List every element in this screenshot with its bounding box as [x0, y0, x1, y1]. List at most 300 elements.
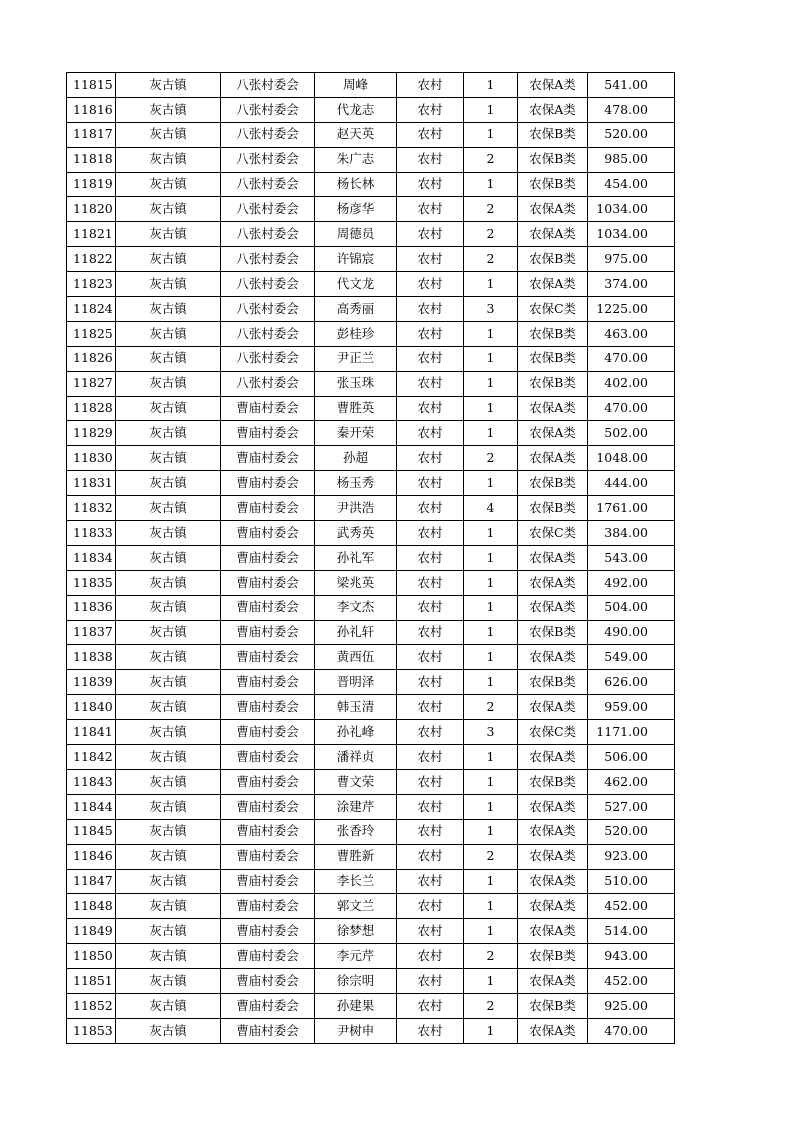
name-cell: 彭桂珍: [315, 321, 397, 346]
town-cell: 灰古镇: [116, 1018, 221, 1043]
area-type-cell: 农村: [397, 894, 464, 919]
town-cell: 灰古镇: [116, 844, 221, 869]
village-committee-cell: 曹庙村委会: [221, 570, 315, 595]
category-cell: 农保A类: [518, 570, 588, 595]
table-row: [67, 720, 675, 745]
village-committee-cell: 曹庙村委会: [221, 471, 315, 496]
amount-cell: 541.00: [588, 73, 675, 98]
category-cell: 农保B类: [518, 769, 588, 794]
name-cell: 梁兆英: [315, 570, 397, 595]
record-id-cell: 11833: [67, 521, 116, 546]
name-cell: 高秀丽: [315, 297, 397, 322]
category-cell: 农保A类: [518, 745, 588, 770]
amount-cell: 549.00: [588, 645, 675, 670]
town-cell: 灰古镇: [116, 297, 221, 322]
table-row: [67, 222, 675, 247]
village-committee-cell: 曹庙村委会: [221, 645, 315, 670]
table-row: [67, 894, 675, 919]
table-row: [67, 147, 675, 172]
record-id-cell: 11846: [67, 844, 116, 869]
category-cell: 农保B类: [518, 172, 588, 197]
amount-cell: 626.00: [588, 670, 675, 695]
name-cell: 许锦宸: [315, 247, 397, 272]
household-count-cell: 1: [464, 346, 518, 371]
record-id-cell: 11832: [67, 496, 116, 521]
household-count-cell: 2: [464, 222, 518, 247]
name-cell: 孙超: [315, 446, 397, 471]
name-cell: 张香玲: [315, 819, 397, 844]
area-type-cell: 农村: [397, 695, 464, 720]
village-committee-cell: 曹庙村委会: [221, 620, 315, 645]
table-row: [67, 197, 675, 222]
record-id-cell: 11826: [67, 346, 116, 371]
village-committee-cell: 八张村委会: [221, 197, 315, 222]
category-cell: 农保A类: [518, 73, 588, 98]
area-type-cell: 农村: [397, 297, 464, 322]
area-type-cell: 农村: [397, 720, 464, 745]
household-count-cell: 2: [464, 197, 518, 222]
category-cell: 农保B类: [518, 147, 588, 172]
name-cell: 代文龙: [315, 272, 397, 297]
village-committee-cell: 曹庙村委会: [221, 595, 315, 620]
village-committee-cell: 八张村委会: [221, 147, 315, 172]
village-committee-cell: 曹庙村委会: [221, 396, 315, 421]
record-id-cell: 11817: [67, 122, 116, 147]
category-cell: 农保B类: [518, 496, 588, 521]
table-row: [67, 944, 675, 969]
household-count-cell: 2: [464, 944, 518, 969]
record-id-cell: 11838: [67, 645, 116, 670]
name-cell: 尹树申: [315, 1018, 397, 1043]
household-count-cell: 1: [464, 521, 518, 546]
amount-cell: 506.00: [588, 745, 675, 770]
name-cell: 曹胜英: [315, 396, 397, 421]
town-cell: 灰古镇: [116, 993, 221, 1018]
village-committee-cell: 八张村委会: [221, 247, 315, 272]
household-count-cell: 1: [464, 471, 518, 496]
area-type-cell: 农村: [397, 97, 464, 122]
town-cell: 灰古镇: [116, 247, 221, 272]
table-row: [67, 346, 675, 371]
household-count-cell: 1: [464, 645, 518, 670]
table-row: [67, 645, 675, 670]
household-count-cell: 4: [464, 496, 518, 521]
village-committee-cell: 八张村委会: [221, 371, 315, 396]
name-cell: 杨彦华: [315, 197, 397, 222]
area-type-cell: 农村: [397, 595, 464, 620]
category-cell: 农保A类: [518, 794, 588, 819]
village-committee-cell: 曹庙村委会: [221, 944, 315, 969]
village-committee-cell: 八张村委会: [221, 172, 315, 197]
table-row: [67, 969, 675, 994]
record-id-cell: 11851: [67, 969, 116, 994]
village-committee-cell: 八张村委会: [221, 73, 315, 98]
table-row: [67, 321, 675, 346]
amount-cell: 452.00: [588, 894, 675, 919]
record-id-cell: 11845: [67, 819, 116, 844]
record-id-cell: 11847: [67, 869, 116, 894]
record-id-cell: 11828: [67, 396, 116, 421]
village-committee-cell: 曹庙村委会: [221, 1018, 315, 1043]
village-committee-cell: 曹庙村委会: [221, 496, 315, 521]
amount-cell: 470.00: [588, 1018, 675, 1043]
table-row: [67, 545, 675, 570]
area-type-cell: 农村: [397, 645, 464, 670]
village-committee-cell: 曹庙村委会: [221, 521, 315, 546]
category-cell: 农保B类: [518, 371, 588, 396]
table-row: [67, 695, 675, 720]
amount-cell: 510.00: [588, 869, 675, 894]
name-cell: 尹洪浩: [315, 496, 397, 521]
town-cell: 灰古镇: [116, 371, 221, 396]
category-cell: 农保A类: [518, 545, 588, 570]
record-id-cell: 11816: [67, 97, 116, 122]
category-cell: 农保A类: [518, 272, 588, 297]
village-committee-cell: 曹庙村委会: [221, 769, 315, 794]
category-cell: 农保A类: [518, 421, 588, 446]
area-type-cell: 农村: [397, 272, 464, 297]
table-row: [67, 247, 675, 272]
table-row: [67, 844, 675, 869]
town-cell: 灰古镇: [116, 794, 221, 819]
area-type-cell: 农村: [397, 446, 464, 471]
name-cell: 晋明泽: [315, 670, 397, 695]
name-cell: 李文杰: [315, 595, 397, 620]
name-cell: 代龙志: [315, 97, 397, 122]
area-type-cell: 农村: [397, 944, 464, 969]
area-type-cell: 农村: [397, 993, 464, 1018]
household-count-cell: 1: [464, 869, 518, 894]
name-cell: 李元芹: [315, 944, 397, 969]
category-cell: 农保B类: [518, 247, 588, 272]
amount-cell: 444.00: [588, 471, 675, 496]
area-type-cell: 农村: [397, 620, 464, 645]
village-committee-cell: 八张村委会: [221, 97, 315, 122]
record-id-cell: 11836: [67, 595, 116, 620]
name-cell: 孙礼峰: [315, 720, 397, 745]
amount-cell: 490.00: [588, 620, 675, 645]
table-row: [67, 172, 675, 197]
household-count-cell: 1: [464, 172, 518, 197]
name-cell: 潘祥贞: [315, 745, 397, 770]
table-row: [67, 297, 675, 322]
town-cell: 灰古镇: [116, 122, 221, 147]
amount-cell: 454.00: [588, 172, 675, 197]
amount-cell: 1034.00: [588, 222, 675, 247]
village-committee-cell: 曹庙村委会: [221, 421, 315, 446]
category-cell: 农保A类: [518, 819, 588, 844]
village-committee-cell: 八张村委会: [221, 321, 315, 346]
record-id-cell: 11853: [67, 1018, 116, 1043]
amount-cell: 1048.00: [588, 446, 675, 471]
record-id-cell: 11835: [67, 570, 116, 595]
table-row: [67, 396, 675, 421]
table-row: [67, 670, 675, 695]
household-count-cell: 1: [464, 919, 518, 944]
town-cell: 灰古镇: [116, 670, 221, 695]
table-row: [67, 919, 675, 944]
town-cell: 灰古镇: [116, 769, 221, 794]
village-committee-cell: 八张村委会: [221, 297, 315, 322]
household-count-cell: 1: [464, 122, 518, 147]
household-count-cell: 3: [464, 720, 518, 745]
amount-cell: 1171.00: [588, 720, 675, 745]
amount-cell: 478.00: [588, 97, 675, 122]
amount-cell: 520.00: [588, 819, 675, 844]
record-id-cell: 11849: [67, 919, 116, 944]
name-cell: 曹胜新: [315, 844, 397, 869]
name-cell: 周峰: [315, 73, 397, 98]
record-id-cell: 11820: [67, 197, 116, 222]
town-cell: 灰古镇: [116, 819, 221, 844]
household-count-cell: 2: [464, 844, 518, 869]
area-type-cell: 农村: [397, 570, 464, 595]
area-type-cell: 农村: [397, 545, 464, 570]
household-count-cell: 1: [464, 620, 518, 645]
household-count-cell: 1: [464, 421, 518, 446]
name-cell: 朱广志: [315, 147, 397, 172]
amount-cell: 452.00: [588, 969, 675, 994]
town-cell: 灰古镇: [116, 73, 221, 98]
table-row: [67, 993, 675, 1018]
name-cell: 孙礼轩: [315, 620, 397, 645]
household-count-cell: 1: [464, 595, 518, 620]
record-id-cell: 11852: [67, 993, 116, 1018]
amount-cell: 402.00: [588, 371, 675, 396]
household-count-cell: 1: [464, 97, 518, 122]
record-id-cell: 11818: [67, 147, 116, 172]
category-cell: 农保A类: [518, 919, 588, 944]
town-cell: 灰古镇: [116, 321, 221, 346]
amount-cell: 1225.00: [588, 297, 675, 322]
amount-cell: 1034.00: [588, 197, 675, 222]
area-type-cell: 农村: [397, 471, 464, 496]
town-cell: 灰古镇: [116, 446, 221, 471]
category-cell: 农保A类: [518, 869, 588, 894]
name-cell: 韩玉清: [315, 695, 397, 720]
name-cell: 曹文荣: [315, 769, 397, 794]
household-count-cell: 1: [464, 570, 518, 595]
village-committee-cell: 八张村委会: [221, 272, 315, 297]
amount-cell: 925.00: [588, 993, 675, 1018]
area-type-cell: 农村: [397, 1018, 464, 1043]
town-cell: 灰古镇: [116, 172, 221, 197]
category-cell: 农保B类: [518, 620, 588, 645]
household-count-cell: 1: [464, 794, 518, 819]
category-cell: 农保A类: [518, 894, 588, 919]
table-row: [67, 1018, 675, 1043]
category-cell: 农保C类: [518, 297, 588, 322]
record-id-cell: 11827: [67, 371, 116, 396]
household-count-cell: 1: [464, 819, 518, 844]
record-id-cell: 11840: [67, 695, 116, 720]
record-id-cell: 11824: [67, 297, 116, 322]
record-id-cell: 11830: [67, 446, 116, 471]
town-cell: 灰古镇: [116, 97, 221, 122]
table-row: [67, 496, 675, 521]
record-id-cell: 11834: [67, 545, 116, 570]
table-row: [67, 471, 675, 496]
town-cell: 灰古镇: [116, 869, 221, 894]
town-cell: 灰古镇: [116, 147, 221, 172]
table-row: [67, 869, 675, 894]
records-body: [67, 73, 675, 1044]
area-type-cell: 农村: [397, 73, 464, 98]
town-cell: 灰古镇: [116, 620, 221, 645]
household-count-cell: 1: [464, 670, 518, 695]
table-row: [67, 570, 675, 595]
town-cell: 灰古镇: [116, 396, 221, 421]
name-cell: 孙礼军: [315, 545, 397, 570]
village-committee-cell: 八张村委会: [221, 346, 315, 371]
amount-cell: 943.00: [588, 944, 675, 969]
town-cell: 灰古镇: [116, 521, 221, 546]
village-committee-cell: 曹庙村委会: [221, 745, 315, 770]
village-committee-cell: 曹庙村委会: [221, 545, 315, 570]
category-cell: 农保B类: [518, 471, 588, 496]
household-count-cell: 1: [464, 1018, 518, 1043]
table-row: [67, 521, 675, 546]
area-type-cell: 农村: [397, 222, 464, 247]
area-type-cell: 农村: [397, 844, 464, 869]
category-cell: 农保A类: [518, 396, 588, 421]
amount-cell: 520.00: [588, 122, 675, 147]
area-type-cell: 农村: [397, 769, 464, 794]
village-committee-cell: 曹庙村委会: [221, 819, 315, 844]
town-cell: 灰古镇: [116, 695, 221, 720]
town-cell: 灰古镇: [116, 421, 221, 446]
town-cell: 灰古镇: [116, 272, 221, 297]
town-cell: 灰古镇: [116, 969, 221, 994]
village-committee-cell: 曹庙村委会: [221, 446, 315, 471]
area-type-cell: 农村: [397, 496, 464, 521]
area-type-cell: 农村: [397, 794, 464, 819]
category-cell: 农保A类: [518, 969, 588, 994]
amount-cell: 504.00: [588, 595, 675, 620]
town-cell: 灰古镇: [116, 496, 221, 521]
amount-cell: 923.00: [588, 844, 675, 869]
town-cell: 灰古镇: [116, 595, 221, 620]
amount-cell: 462.00: [588, 769, 675, 794]
category-cell: 农保A类: [518, 595, 588, 620]
name-cell: 武秀英: [315, 521, 397, 546]
category-cell: 农保B类: [518, 346, 588, 371]
town-cell: 灰古镇: [116, 545, 221, 570]
record-id-cell: 11842: [67, 745, 116, 770]
village-committee-cell: 曹庙村委会: [221, 869, 315, 894]
area-type-cell: 农村: [397, 147, 464, 172]
area-type-cell: 农村: [397, 819, 464, 844]
amount-cell: 959.00: [588, 695, 675, 720]
table-row: [67, 745, 675, 770]
name-cell: 秦开荣: [315, 421, 397, 446]
category-cell: 农保B类: [518, 122, 588, 147]
household-count-cell: 2: [464, 993, 518, 1018]
amount-cell: 1761.00: [588, 496, 675, 521]
area-type-cell: 农村: [397, 247, 464, 272]
village-committee-cell: 曹庙村委会: [221, 894, 315, 919]
area-type-cell: 农村: [397, 172, 464, 197]
household-count-cell: 2: [464, 247, 518, 272]
town-cell: 灰古镇: [116, 346, 221, 371]
household-count-cell: 1: [464, 745, 518, 770]
amount-cell: 543.00: [588, 545, 675, 570]
village-committee-cell: 曹庙村委会: [221, 695, 315, 720]
village-committee-cell: 曹庙村委会: [221, 844, 315, 869]
name-cell: 黄西伍: [315, 645, 397, 670]
record-id-cell: 11839: [67, 670, 116, 695]
name-cell: 徐宗明: [315, 969, 397, 994]
record-id-cell: 11825: [67, 321, 116, 346]
category-cell: 农保A类: [518, 1018, 588, 1043]
amount-cell: 985.00: [588, 147, 675, 172]
amount-cell: 470.00: [588, 346, 675, 371]
area-type-cell: 农村: [397, 521, 464, 546]
town-cell: 灰古镇: [116, 197, 221, 222]
table-row: [67, 819, 675, 844]
name-cell: 徐梦想: [315, 919, 397, 944]
town-cell: 灰古镇: [116, 919, 221, 944]
record-id-cell: 11837: [67, 620, 116, 645]
town-cell: 灰古镇: [116, 645, 221, 670]
amount-cell: 384.00: [588, 521, 675, 546]
record-id-cell: 11822: [67, 247, 116, 272]
town-cell: 灰古镇: [116, 745, 221, 770]
category-cell: 农保A类: [518, 222, 588, 247]
record-id-cell: 11850: [67, 944, 116, 969]
record-id-cell: 11829: [67, 421, 116, 446]
household-count-cell: 2: [464, 147, 518, 172]
area-type-cell: 农村: [397, 421, 464, 446]
area-type-cell: 农村: [397, 869, 464, 894]
village-committee-cell: 八张村委会: [221, 222, 315, 247]
amount-cell: 975.00: [588, 247, 675, 272]
category-cell: 农保A类: [518, 645, 588, 670]
town-cell: 灰古镇: [116, 894, 221, 919]
village-committee-cell: 曹庙村委会: [221, 670, 315, 695]
household-count-cell: 1: [464, 894, 518, 919]
village-committee-cell: 八张村委会: [221, 122, 315, 147]
category-cell: 农保A类: [518, 844, 588, 869]
table-row: [67, 122, 675, 147]
village-committee-cell: 曹庙村委会: [221, 919, 315, 944]
household-count-cell: 1: [464, 396, 518, 421]
household-count-cell: 1: [464, 969, 518, 994]
amount-cell: 514.00: [588, 919, 675, 944]
category-cell: 农保B类: [518, 321, 588, 346]
record-id-cell: 11841: [67, 720, 116, 745]
area-type-cell: 农村: [397, 197, 464, 222]
household-count-cell: 2: [464, 695, 518, 720]
category-cell: 农保B类: [518, 993, 588, 1018]
record-id-cell: 11844: [67, 794, 116, 819]
town-cell: 灰古镇: [116, 222, 221, 247]
records-table: [66, 72, 675, 1044]
category-cell: 农保A类: [518, 446, 588, 471]
name-cell: 赵天英: [315, 122, 397, 147]
name-cell: 杨长林: [315, 172, 397, 197]
record-id-cell: 11821: [67, 222, 116, 247]
amount-cell: 374.00: [588, 272, 675, 297]
name-cell: 张玉珠: [315, 371, 397, 396]
household-count-cell: 1: [464, 371, 518, 396]
household-count-cell: 2: [464, 446, 518, 471]
category-cell: 农保C类: [518, 720, 588, 745]
amount-cell: 470.00: [588, 396, 675, 421]
village-committee-cell: 曹庙村委会: [221, 969, 315, 994]
area-type-cell: 农村: [397, 371, 464, 396]
name-cell: 杨玉秀: [315, 471, 397, 496]
